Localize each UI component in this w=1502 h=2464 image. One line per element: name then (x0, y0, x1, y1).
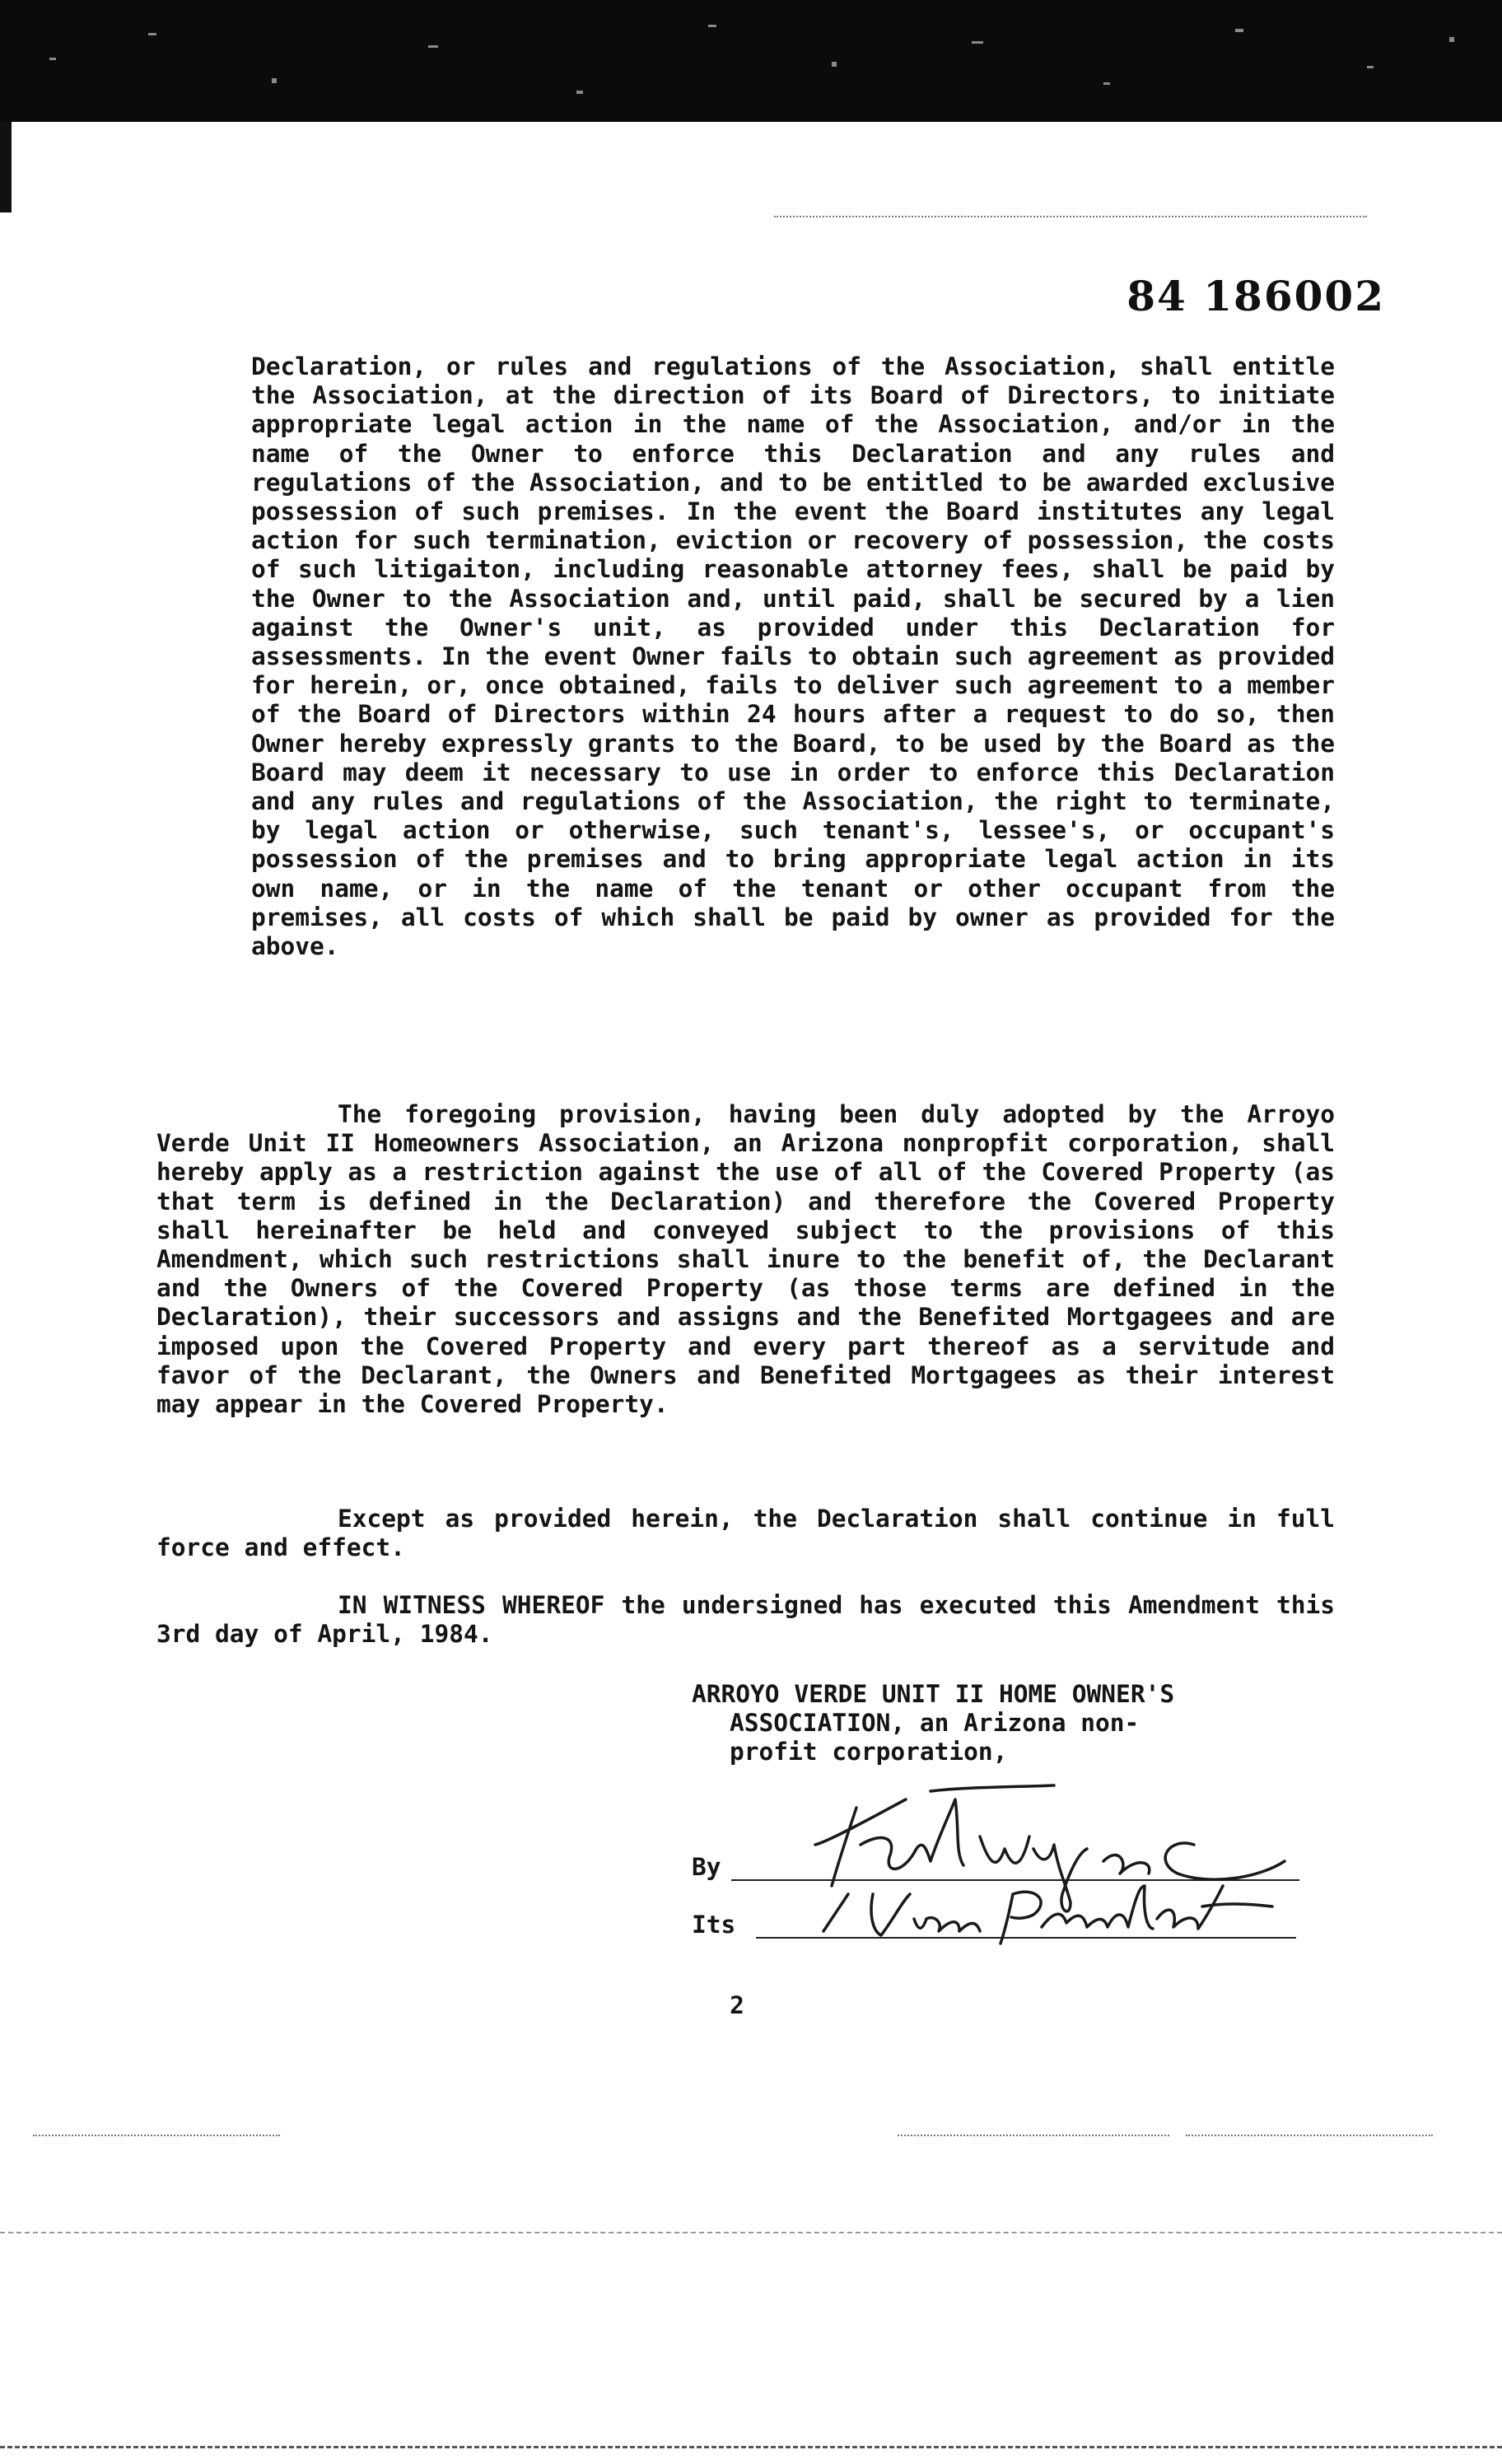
by-label: By (692, 1853, 721, 1881)
scan-noise-line (1186, 2135, 1433, 2136)
signature-stroke (1033, 1845, 1087, 1911)
signature-stroke (815, 1799, 906, 1845)
title-stroke (1202, 1904, 1272, 1906)
title-stroke (1001, 1892, 1041, 1944)
scan-speck (1449, 37, 1454, 42)
signature-stroke (931, 1785, 1054, 1791)
scan-speck (1367, 66, 1374, 68)
body-paragraph-3: Except as provided herein, the Declaration shall continue in full force and effect. (156, 1505, 1335, 1562)
association-name-line: ASSOCIATION, an Arizona non- (730, 1709, 1140, 1738)
signature-stroke (980, 1836, 1029, 1863)
title-stroke (823, 1894, 848, 1931)
by-signature-line (731, 1879, 1299, 1881)
signature-stroke (1103, 1855, 1150, 1874)
scan-speck (972, 41, 983, 44)
scan-speck (428, 45, 438, 48)
document-number: 84 186002 (1126, 272, 1385, 320)
scan-speck (272, 78, 277, 83)
scan-speck (148, 33, 156, 35)
title-stroke (914, 1918, 980, 1931)
scan-speck (1235, 29, 1243, 32)
page-number: 2 (730, 1991, 744, 2019)
title-stroke (1157, 1886, 1223, 1929)
signature-stroke (1165, 1843, 1285, 1879)
scan-speck (708, 25, 716, 27)
scan-noise-line (898, 2135, 1169, 2136)
scan-speck (832, 62, 837, 67)
scan-speck (1103, 82, 1110, 85)
body-paragraph-2: The foregoing provision, having been duly adopted by the Arroyo Verde Unit II Homeowners Association, an Arizona nonpropfit corporation, shall hereby apply as a restriction against the use of all of the Covered Property (as that term is defined in the Declaration) and therefore the Covered Property shall hereinafter be held and conveyed subject to the provisions of this Amendment, which such restrictions shall inure to the benefit of, the Declarant and the Owners of the Covered Property (as those terms are defined in the Declaration), their successors and assigns and the Benefited Mortgagees and are imposed upon the Covered Property and every part thereof as a servitude and favor of the Declarant, the Owners and Benefited Mortgagees as their interest may appear in the Covered Property. (156, 1100, 1335, 1419)
scan-noise-line (0, 2232, 1502, 2233)
scan-noise-line (774, 216, 1367, 217)
scan-speck (49, 58, 56, 60)
association-name-line: ARROYO VERDE UNIT II HOME OWNER'S (692, 1680, 1175, 1708)
body-paragraph-4: IN WITNESS WHEREOF the undersigned has executed this Amendment this 3rd day of April, 1984. (156, 1591, 1335, 1649)
its-signature-line (756, 1937, 1296, 1939)
scan-noise-line (0, 2446, 1502, 2448)
signature-stroke (861, 1799, 963, 1869)
body-paragraph-1: Declaration, or rules and regulations of the Association, shall entitle the Association, at the direction of its Board of Directors, to initiate appropriate legal action in the name of the Association, and/or in the name of the Owner to enforce this Declaration and any rules and regulations of the Association, and to be entitled to be awarded exclusive possession of such premises. In the event the Board institutes any legal action for such termination, eviction or recovery of possession, the costs of such litigaiton, including reasonable attorney fees, shall be paid by the Owner to the Association and, until paid, shall be secured by a lien against the Owner's unit, as provided under this Declaration for assessments. In the event Owner fails to obtain such agreement as provided for herein, or, once obtained, fails to deliver such agreement to a member of the Board of Directors within 24 hours after a request to do so, then Owner hereby expressly grants to the Board, to be used by the Board as the Board may deem it necessary to use in order to enforce this Declaration and any rules and regulations of the Association, the right to terminate, by legal action or otherwise, such tenant's, lessee's, or occupant's possession of the premises and to bring appropriate legal action in its own name, or in the name of the tenant or other occupant from the premises, all costs of which shall be paid by owner as provided for the above. (251, 352, 1335, 961)
title-stroke (1042, 1886, 1153, 1929)
scan-top-border (0, 0, 1502, 122)
scan-speck (576, 91, 583, 94)
signature-stroke (832, 1808, 856, 1886)
its-label: Its (692, 1911, 736, 1939)
association-signature-block (692, 1680, 1318, 1767)
scan-noise-line (33, 2135, 280, 2136)
association-name-line: profit corporation, (730, 1738, 1008, 1766)
scan-left-edge (0, 122, 12, 212)
title-stroke (871, 1894, 910, 1935)
